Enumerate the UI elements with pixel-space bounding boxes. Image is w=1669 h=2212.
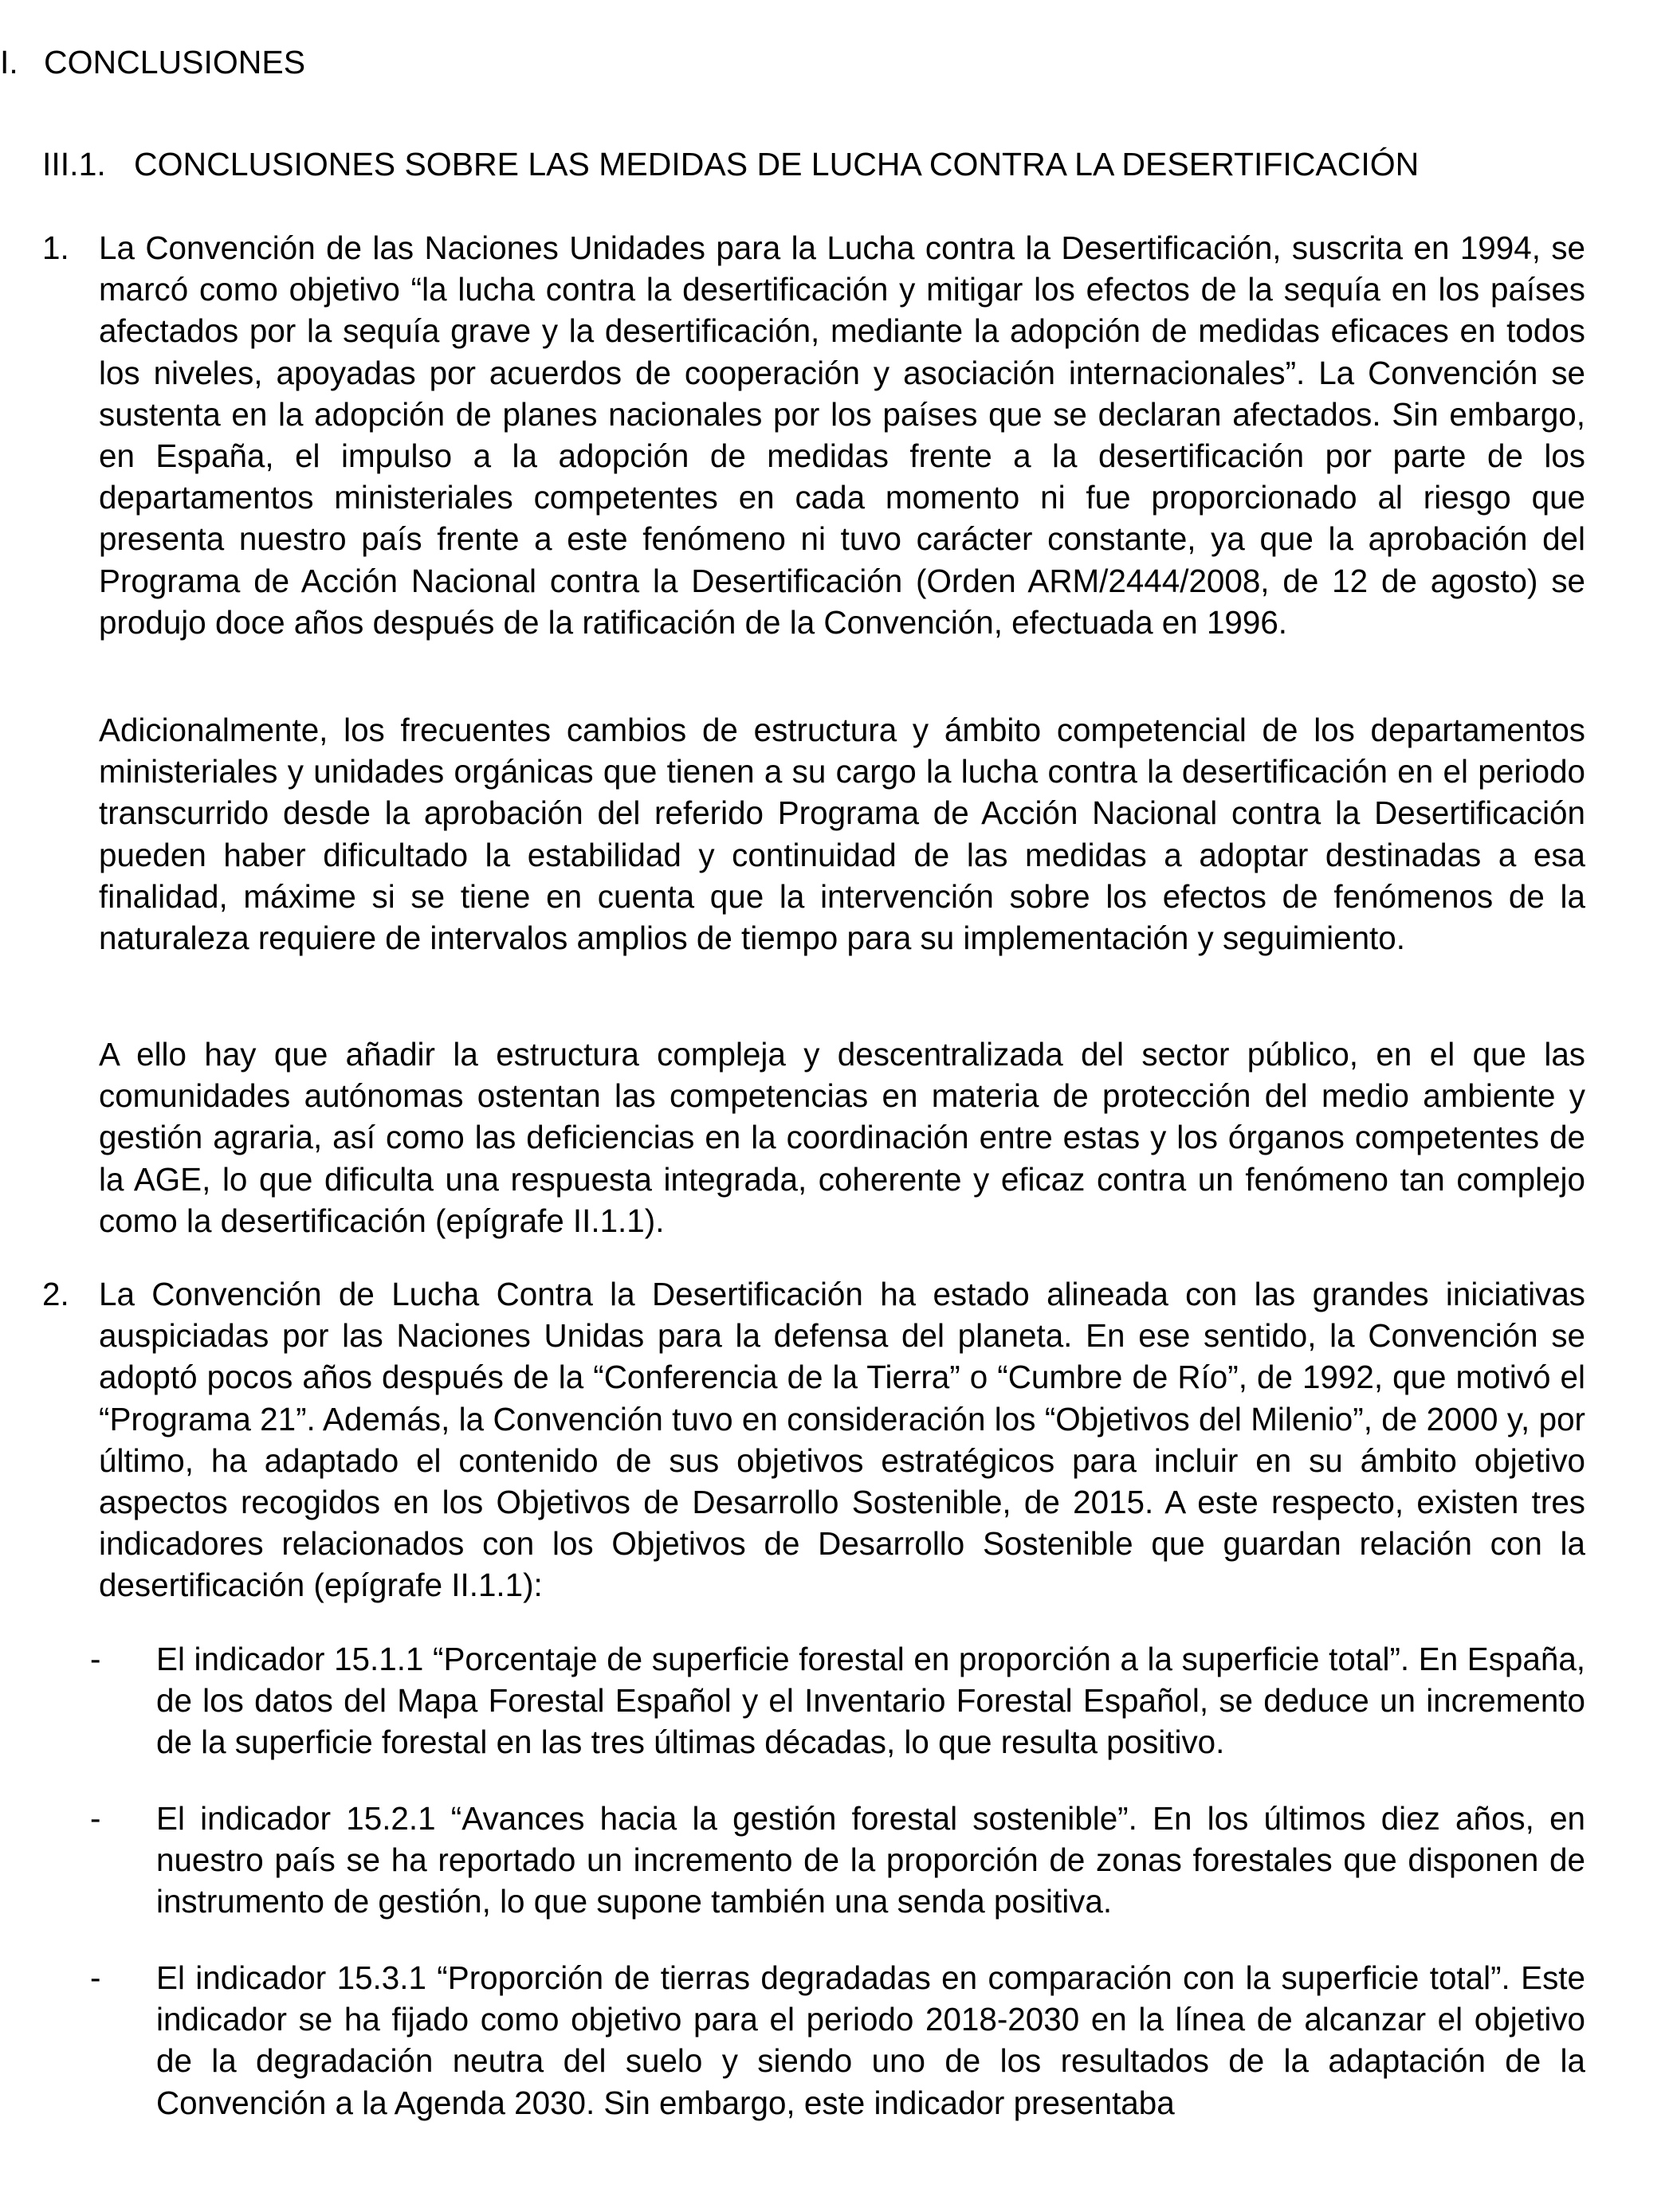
paragraph: La Convención de las Naciones Unidades para la Lucha contra la Desertificación, suscrita en 1994, se marcó como objetivo “la lucha contra la desertificación y mitigar los efectos de la sequía en los países afectados por la sequía grave y la desertificación, mediante la adopción de medidas eficaces en todos los niveles, apoyadas por acuerdos de cooperación y asociación internacionales”. La Convención se sustenta en la adopción de planes nacionales por los países que se declaran afectados. Sin embargo, en España, el impulso a la adopción de medidas frente a la desertificación por parte de los departamentos ministeriales competentes en cada momento ni fue proporcionado al riesgo que presenta nuestro país frente a este fenómeno ni tuvo carácter constante, ya que la aprobación del Programa de Acción Nacional contra la Desertificación (Orden ARM/2444/2008, de 12 de agosto) se produjo doce años después de la ratificación de la Convención, efectuada en 1996. <box>99 229 1585 641</box>
bullet-text: El indicador 15.1.1 “Porcentaje de superficie forestal en proporción a la superficie total”. En España, de los datos del Mapa Forestal Español y el Inventario Forestal Español, se deduce un incremento de la superficie forestal en las tres últimas décadas, lo que resulta positivo. <box>156 1641 1585 1761</box>
bullet-marker: - <box>90 1800 101 1837</box>
section-heading <box>0 41 305 83</box>
bullet-text: El indicador 15.3.1 “Proporción de tierras degradadas en comparación con la superficie total”. Este indicador se ha fijado como objetivo para el periodo 2018-2030 en la línea de alcanzar el objetivo de la degradación neutra del suelo y siendo uno de los resultados de la adaptación de la Convención a la Agenda 2030. Sin embargo, este indicador presentaba <box>156 1959 1585 2121</box>
subsection-number: III.1. <box>42 146 106 182</box>
subsection-heading <box>42 143 1419 185</box>
bullet-marker: - <box>90 1959 101 1996</box>
paragraph: A ello hay que añadir la estructura compleja y descentralizada del sector público, en el que las comunidades autónomas ostentan las competencias en materia de protección del medio ambiente y gestión agraria, así como las deficiencias en la coordinación entre estas y los órganos competentes de la AGE, lo que dificulta una respuesta integrada, coherente y eficaz contra un fenómeno tan complejo como la desertificación (epígrafe II.1.1). <box>99 1036 1585 1239</box>
bullet-text: El indicador 15.2.1 “Avances hacia la gestión forestal sostenible”. En los últimos diez años, en nuestro país se ha reportado un incremento de la proporción de zonas forestales que disponen de instrumento de gestión, lo que supone también una senda positiva. <box>156 1800 1585 1920</box>
item-number: 2. <box>42 1276 69 1312</box>
bullet-marker: - <box>90 1641 101 1677</box>
paragraph: Adicionalmente, los frecuentes cambios de estructura y ámbito competencial de los departamentos ministeriales y unidades orgánicas que tienen a su cargo la lucha contra la desertificación en el periodo transcurrido desde la aprobación del referido Programa de Acción Nacional contra la Desertificación pueden haber dificultado la estabilidad y continuidad de las medidas a adoptar destinadas a esa finalidad, máxime si se tiene en cuenta que la intervención sobre los efectos de fenómenos de la naturaleza requiere de intervalos amplios de tiempo para su implementación y seguimiento. <box>99 712 1585 957</box>
paragraph: La Convención de Lucha Contra la Desertificación ha estado alineada con las grandes iniciativas auspiciadas por las Naciones Unidas para la defensa del planeta. En ese sentido, la Convención se adoptó pocos años después de la “Conferencia de la Tierra” o “Cumbre de Río”, de 1992, que motivó el “Programa 21”. Además, la Convención tuvo en consideración los “Objetivos del Milenio”, de 2000 y, por último, ha adaptado el contenido de sus objetivos estratégicos para incluir en su ámbito objetivo aspectos recogidos en los Objetivos de Desarrollo Sostenible, de 2015. A este respecto, existen tres indicadores relacionados con los Objetivos de Desarrollo Sostenible que guardan relación con la desertificación (epígrafe II.1.1): <box>99 1276 1585 1604</box>
section-title: CONCLUSIONES <box>44 44 306 80</box>
item-number: 1. <box>42 229 69 266</box>
section-number: I. <box>0 44 18 80</box>
subsection-title: CONCLUSIONES SOBRE LAS MEDIDAS DE LUCHA CONTRA LA DESERTIFICACIÓN <box>134 146 1420 182</box>
